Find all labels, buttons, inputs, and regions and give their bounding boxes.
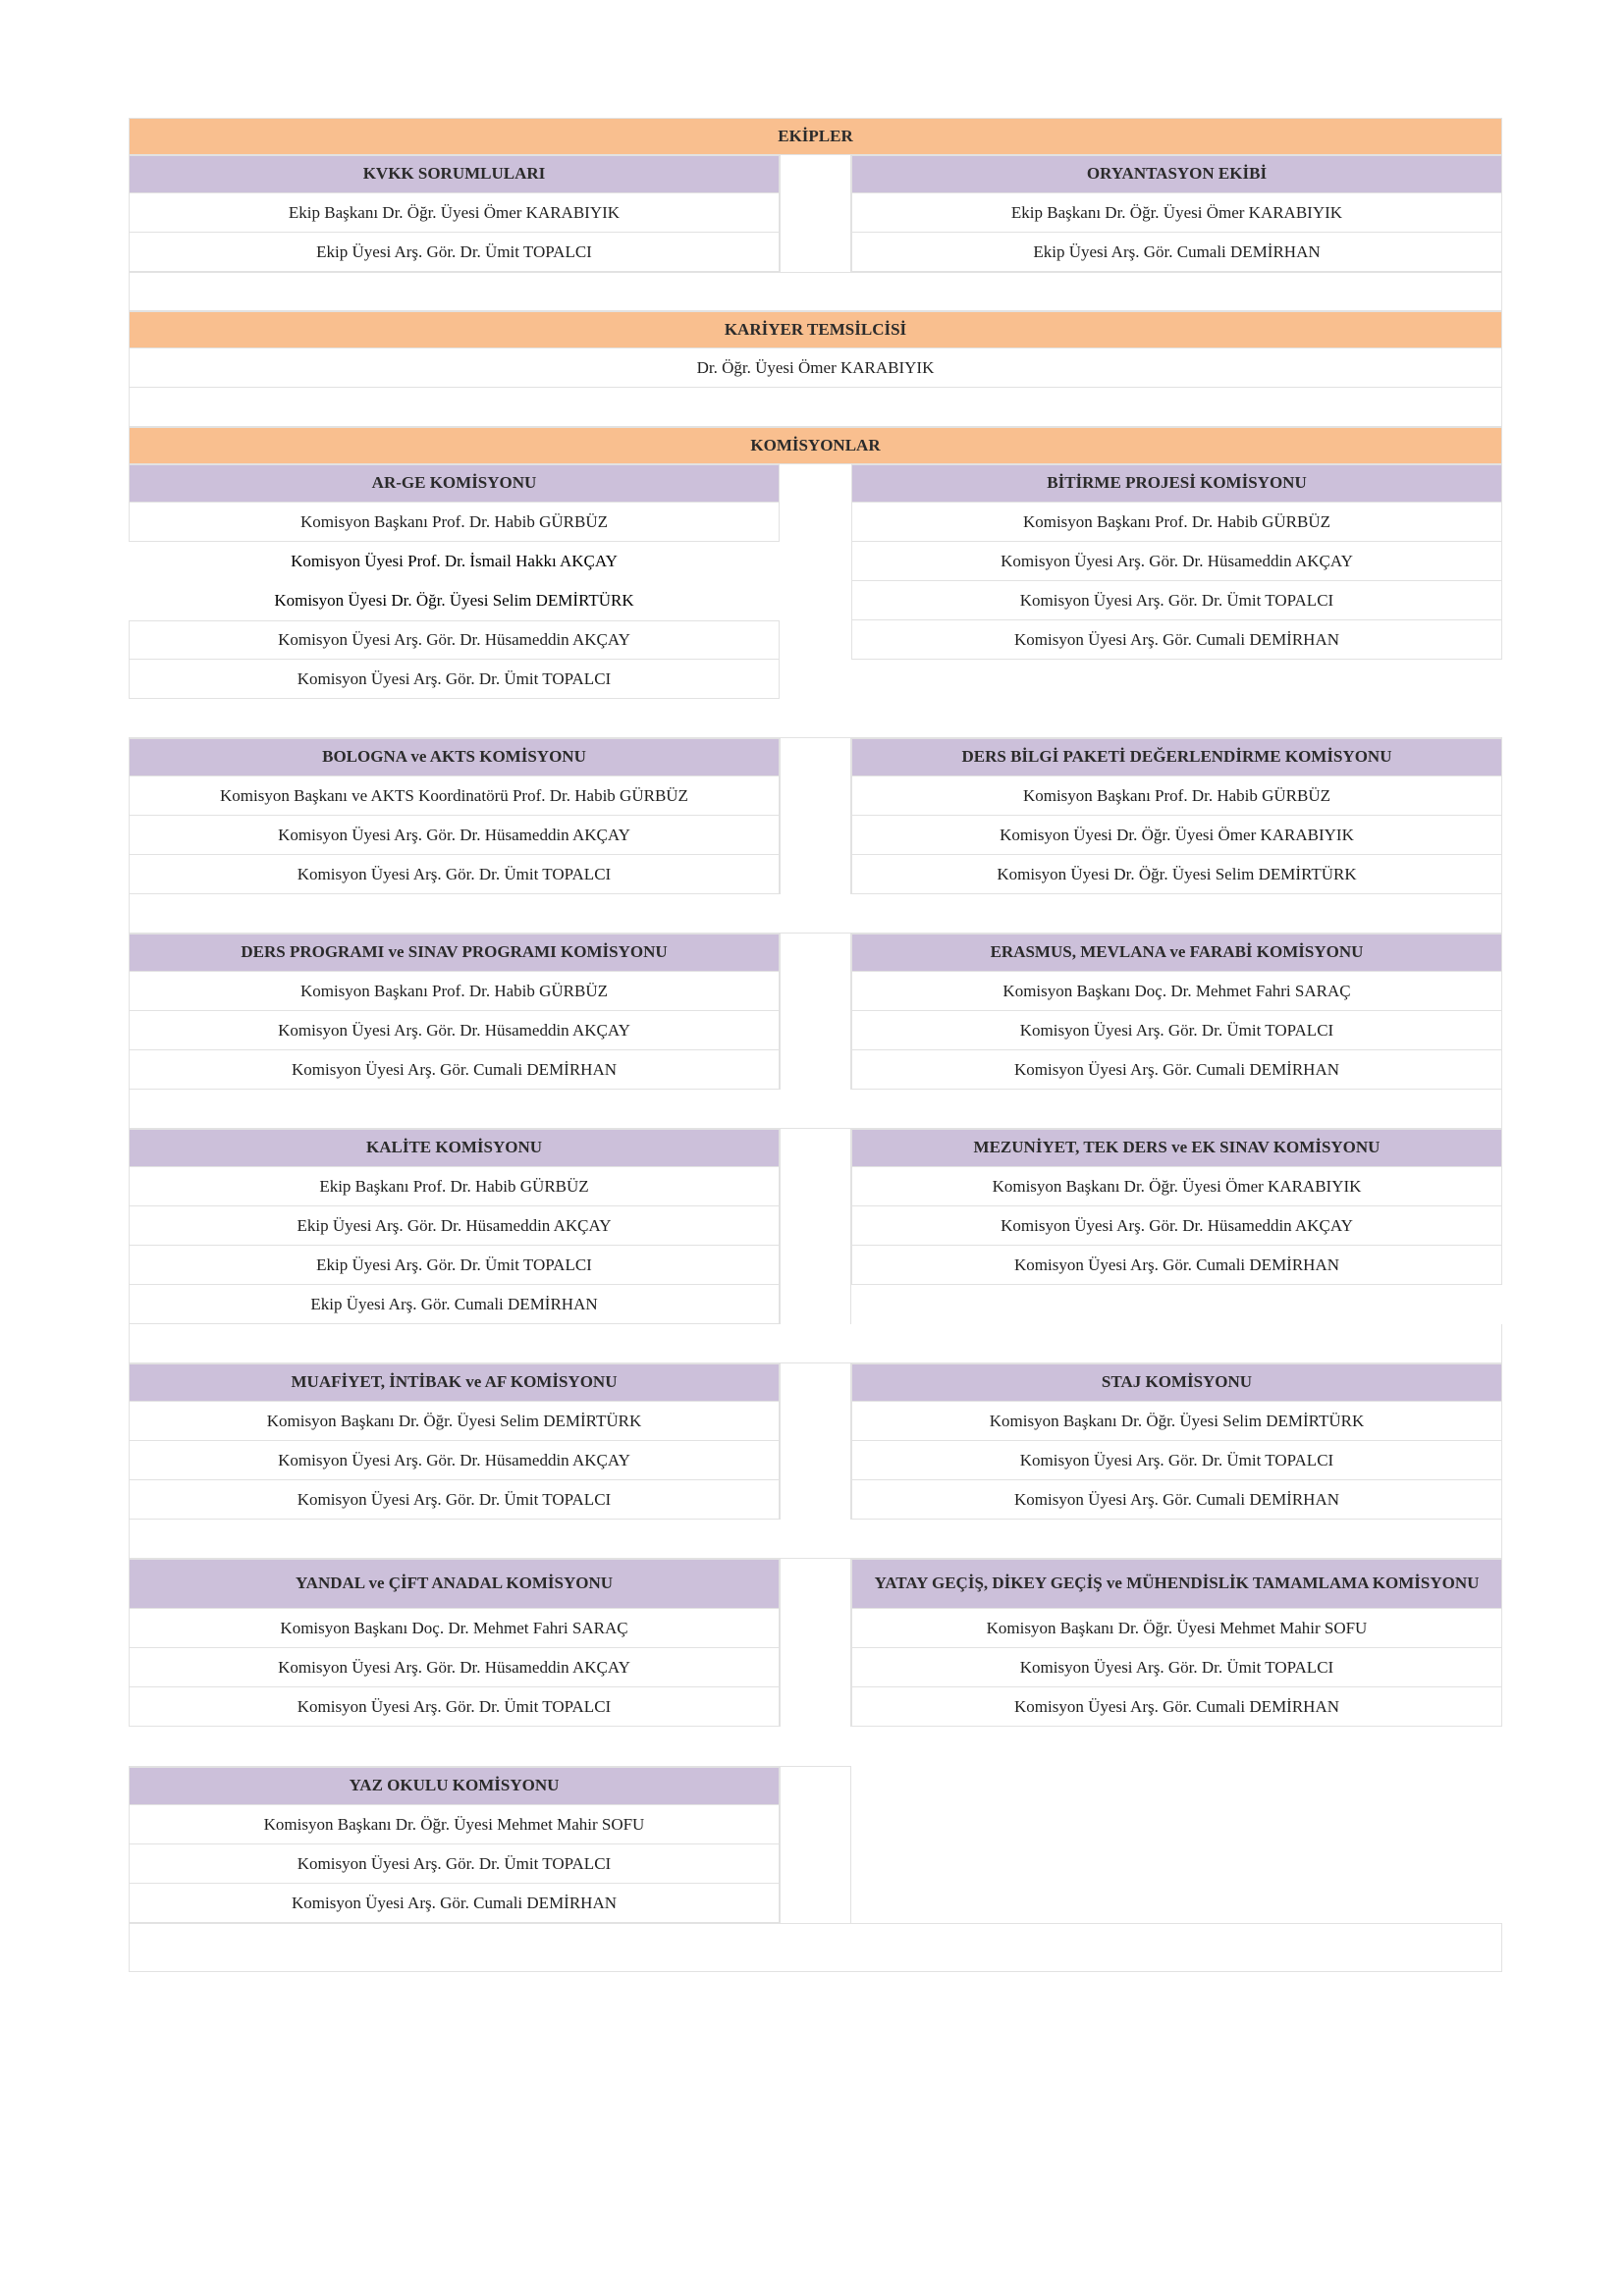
commission-row: Komisyon Üyesi Arş. Gör. Dr. Ümit TOPALCI [851,1441,1502,1480]
commission-title: AR-GE KOMİSYONU [129,464,780,503]
blank-row [129,388,1502,427]
commission-row: Komisyon Üyesi Arş. Gör. Dr. Hüsameddin AKÇAY [129,1441,780,1480]
commission-title: BİTİRME PROJESİ KOMİSYONU [851,464,1502,503]
commission-title: ERASMUS, MEVLANA ve FARABİ KOMİSYONU [851,934,1502,972]
column-gap [780,934,851,1090]
commission-row: Komisyon Başkanı Prof. Dr. Habib GÜRBÜZ [851,503,1502,542]
commission-row: Komisyon Üyesi Arş. Gör. Dr. Ümit TOPALCI [129,855,780,894]
team-oryantasyon [851,155,1502,272]
commission-row: Komisyon Üyesi Arş. Gör. Dr. Ümit TOPALCI [129,1687,780,1727]
blank-row [129,1923,1502,1972]
commission-row: Komisyon Üyesi Arş. Gör. Dr. Ümit TOPALCI [851,1011,1502,1050]
commission-row: Komisyon Başkanı ve AKTS Koordinatörü Prof. Dr. Habib GÜRBÜZ [129,776,780,816]
team-kvkk [129,155,780,272]
commission-row: Komisyon Üyesi Arş. Gör. Dr. Ümit TOPALCI [129,660,780,699]
section-header-kariyer: KARİYER TEMSİLCİSİ [129,311,1502,348]
commission-row: Komisyon Üyesi Arş. Gör. Dr. Hüsameddin AKÇAY [129,1648,780,1687]
commission-row: Komisyon Başkanı Dr. Öğr. Üyesi Selim DEMİRTÜRK [129,1402,780,1441]
blank-row [129,1520,1502,1559]
section-header-komisyonlar: KOMİSYONLAR [129,427,1502,464]
blank-row [129,272,1502,311]
pair-muafiyet-staj [129,1363,1502,1520]
commission-row: Komisyon Başkanı Dr. Öğr. Üyesi Mehmet Mahir SOFU [851,1609,1502,1648]
pair-bologna-dersbilgi [129,737,1502,894]
commission-row: Komisyon Üyesi Prof. Dr. İsmail Hakkı AKÇAY [291,551,618,570]
spacer [129,699,1502,737]
commission-row: Komisyon Üyesi Arş. Gör. Cumali DEMİRHAN [129,1050,780,1090]
commission-title: YAZ OKULU KOMİSYONU [129,1767,780,1805]
commission-title: KALİTE KOMİSYONU [129,1129,780,1167]
pair-kalite-mezuniyet [129,1129,1502,1324]
commission-muafiyet [129,1363,780,1520]
pair-arge-bitirme [129,464,1502,699]
commission-row: Komisyon Üyesi Arş. Gör. Cumali DEMİRHAN [851,1687,1502,1727]
kariyer-row: Dr. Öğr. Üyesi Ömer KARABIYIK [129,348,1502,388]
commission-row: Komisyon Üyesi Arş. Gör. Cumali DEMİRHAN [851,1246,1502,1285]
team-title: ORYANTASYON EKİBİ [851,155,1502,193]
commission-row: Komisyon Üyesi Arş. Gör. Dr. Ümit TOPALCI [851,1648,1502,1687]
commission-staj [851,1363,1502,1520]
commission-row: Komisyon Üyesi Arş. Gör. Dr. Hüsameddin AKÇAY [129,816,780,855]
document-table [129,118,1502,1972]
commission-row: Komisyon Üyesi Arş. Gör. Cumali DEMİRHAN [129,1884,780,1923]
commission-yandal [129,1559,780,1727]
commission-row: Komisyon Başkanı Dr. Öğr. Üyesi Selim DEMİRTÜRK [851,1402,1502,1441]
commission-bologna [129,738,780,894]
commission-row: Ekip Üyesi Arş. Gör. Cumali DEMİRHAN [129,1285,780,1324]
commission-erasmus [851,934,1502,1090]
pair-yazokulu [129,1766,1502,1923]
commission-dersprogrami [129,934,780,1090]
commission-row: Komisyon Üyesi Dr. Öğr. Üyesi Selim DEMİRTÜRK [851,855,1502,894]
column-gap [780,1129,851,1324]
pair-kvkk-oryantasyon [129,155,1502,272]
section-header-ekipler: EKİPLER [129,118,1502,155]
column-gap [780,464,851,699]
commission-row: Komisyon Başkanı Dr. Öğr. Üyesi Mehmet Mahir SOFU [129,1805,780,1844]
commission-row: Komisyon Üyesi Arş. Gör. Dr. Hüsameddin AKÇAY [851,1206,1502,1246]
commission-title: STAJ KOMİSYONU [851,1363,1502,1402]
commission-row: Ekip Üyesi Arş. Gör. Dr. Ümit TOPALCI [129,1246,780,1285]
commission-row: Komisyon Başkanı Doç. Dr. Mehmet Fahri SARAÇ [129,1609,780,1648]
column-gap [780,155,851,272]
commission-row: Ekip Üyesi Arş. Gör. Dr. Hüsameddin AKÇAY [129,1206,780,1246]
commission-kalite [129,1129,780,1324]
commission-row: Komisyon Üyesi Dr. Öğr. Üyesi Ömer KARABIYIK [851,816,1502,855]
commission-row: Komisyon Üyesi Arş. Gör. Dr. Hüsameddin AKÇAY [129,620,780,660]
commission-row: Komisyon Üyesi Arş. Gör. Cumali DEMİRHAN [851,1050,1502,1090]
pair-yandal-yatay [129,1559,1502,1727]
column-gap [780,1559,851,1727]
team-title: KVKK SORUMLULARI [129,155,780,193]
spacer [129,1727,1502,1766]
commission-bitirme [851,464,1502,699]
commission-row: Komisyon Üyesi Arş. Gör. Dr. Hüsameddin AKÇAY [129,1011,780,1050]
commission-row: Komisyon Başkanı Doç. Dr. Mehmet Fahri SARAÇ [851,972,1502,1011]
blank-row [129,1090,1502,1129]
column-gap [780,1766,851,1923]
commission-row: Ekip Başkanı Prof. Dr. Habib GÜRBÜZ [129,1167,780,1206]
commission-title: MUAFİYET, İNTİBAK ve AF KOMİSYONU [129,1363,780,1402]
pair-dersprogrami-erasmus [129,934,1502,1090]
commission-row: Komisyon Başkanı Prof. Dr. Habib GÜRBÜZ [129,972,780,1011]
commission-row: Komisyon Başkanı Prof. Dr. Habib GÜRBÜZ [129,503,780,542]
column-gap [780,738,851,894]
blank-row [129,1324,1502,1363]
commission-title: MEZUNİYET, TEK DERS ve EK SINAV KOMİSYONU [851,1129,1502,1167]
commission-title: YANDAL ve ÇİFT ANADAL KOMİSYONU [129,1559,780,1609]
commission-title: YATAY GEÇİŞ, DİKEY GEÇİŞ ve MÜHENDİSLİK TAMAMLAMA KOMİSYONU [851,1559,1502,1609]
commission-row: Komisyon Üyesi Arş. Gör. Dr. Hüsameddin AKÇAY [851,542,1502,581]
team-row: Ekip Üyesi Arş. Gör. Cumali DEMİRHAN [851,233,1502,272]
commission-row: Komisyon Üyesi Arş. Gör. Cumali DEMİRHAN [851,1480,1502,1520]
column-gap [780,1363,851,1520]
commission-row: Komisyon Başkanı Prof. Dr. Habib GÜRBÜZ [851,776,1502,816]
commission-mezuniyet [851,1129,1502,1324]
commission-arge [129,464,780,699]
commission-row: Komisyon Üyesi Dr. Öğr. Üyesi Selim DEMİRTÜRK [274,590,634,610]
commission-row: Komisyon Üyesi Arş. Gör. Dr. Ümit TOPALCI [129,1480,780,1520]
commission-row: Komisyon Üyesi Arş. Gör. Dr. Ümit TOPALCI [129,1844,780,1884]
commission-row: Komisyon Üyesi Arş. Gör. Dr. Ümit TOPALCI [851,581,1502,620]
commission-title: DERS BİLGİ PAKETİ DEĞERLENDİRME KOMİSYONU [851,738,1502,776]
team-row: Ekip Başkanı Dr. Öğr. Üyesi Ömer KARABIYIK [129,193,780,233]
team-row: Ekip Başkanı Dr. Öğr. Üyesi Ömer KARABIYIK [851,193,1502,233]
commission-title: DERS PROGRAMI ve SINAV PROGRAMI KOMİSYONU [129,934,780,972]
commission-yatay [851,1559,1502,1727]
commission-title: BOLOGNA ve AKTS KOMİSYONU [129,738,780,776]
commission-row: Komisyon Başkanı Dr. Öğr. Üyesi Ömer KARABIYIK [851,1167,1502,1206]
commission-row: Komisyon Üyesi Arş. Gör. Cumali DEMİRHAN [851,620,1502,660]
team-row: Ekip Üyesi Arş. Gör. Dr. Ümit TOPALCI [129,233,780,272]
blank-row [129,894,1502,934]
commission-yazokulu [129,1766,780,1923]
commission-dersbilgi [851,738,1502,894]
